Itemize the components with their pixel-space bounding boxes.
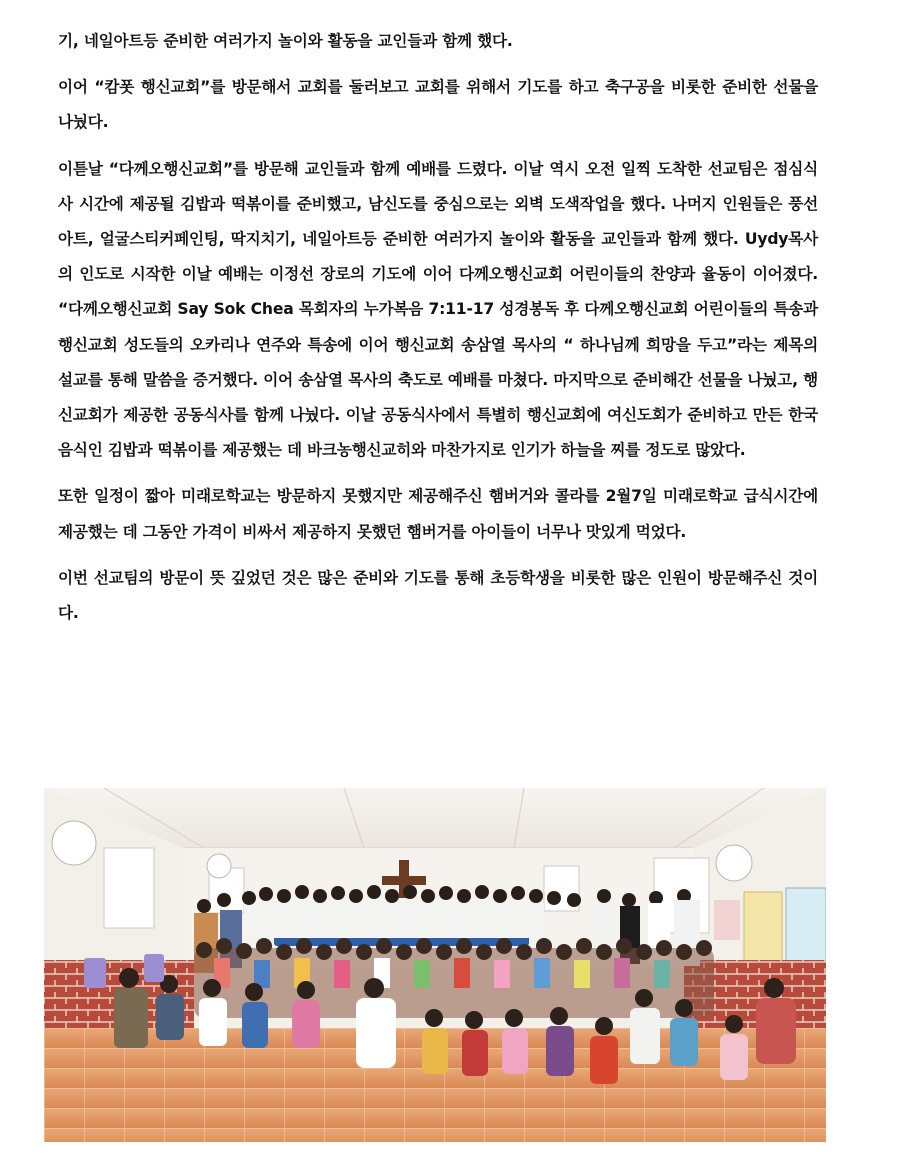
paragraph-4: 또한 일정이 짧아 미래로학교는 방문하지 못했지만 제공해주신 햄버거와 콜라를 2월7일 미래로학교 급식시간에 제공했는 데 그동안 가격이 비싸서 제공하지 못했던 햄버거를 아이들이 너무나 맛있게 먹었다.	[58, 487, 818, 541]
paragraph-1: 기, 네일아트등 준비한 여러가지 놀이와 활동을 교인들과 함께 했다.	[58, 32, 513, 50]
paragraph-2: 이어 “캄폿 행신교회”를 방문해서 교회를 둘러보고 교회를 위해서 기도를 하고 축구공을 비롯한 준비한 선물을 나눴다.	[58, 78, 818, 132]
group-photo-illustration	[44, 788, 826, 1142]
group-photo	[44, 788, 826, 1142]
article-body	[58, 24, 818, 642]
paragraph-3: 이튿날 “다께오행신교회”를 방문해 교인들과 함께 예배를 드렸다. 이날 역시 오전 일찍 도착한 선교팀은 점심식사 시간에 제공될 김밥과 떡볶이를 준비했고, 남신도를 중심으로는 외벽 도색작업을 했다. 나머지 인원들은 풍선아트, 얼굴스티커페인팅, 딱지치기, 네일아트등 준비한 여러가지 놀이와 활동을 교인들과 함께 했다. Uydy목사의 인도로 시작한 이날 예배는 이정선 장로의 기도에 이어 다께오행신교회 어린이들의 찬양과 율동이 이어졌다. “다께오행신교회 Say Sok Chea 목회자의 누가복음 7:11-17 성경봉독 후 다께오행신교회 어린이들의 특송과 행신교회 성도들의 오카리나 연주와 특송에 이어 행신교회 송삼열 목사의 “ 하나님께 희망을 두고”라는 제목의 설교를 통해 말씀을 증거했다. 이어 송삼열 목사의 축도로 예배를 마쳤다. 마지막으로 준비해간 선물을 나눴고, 행신교회가 제공한 공동식사를 함께 나눴다. 이날 공동식사에서 특별히 행신교회에 여신도회가 준비하고 만든 한국음식인 김밥과 떡볶이를 제공했는 데 바크농행신교히와 마찬가지로 인기가 하늘을 찌를 정도로 많았다.	[58, 159, 818, 460]
paragraph-5: 이번 선교팀의 방문이 뜻 깊었던 것은 많은 준비와 기도를 통해 초등학생을 비롯한 많은 인원이 방문해주신 것이다.	[58, 568, 818, 623]
